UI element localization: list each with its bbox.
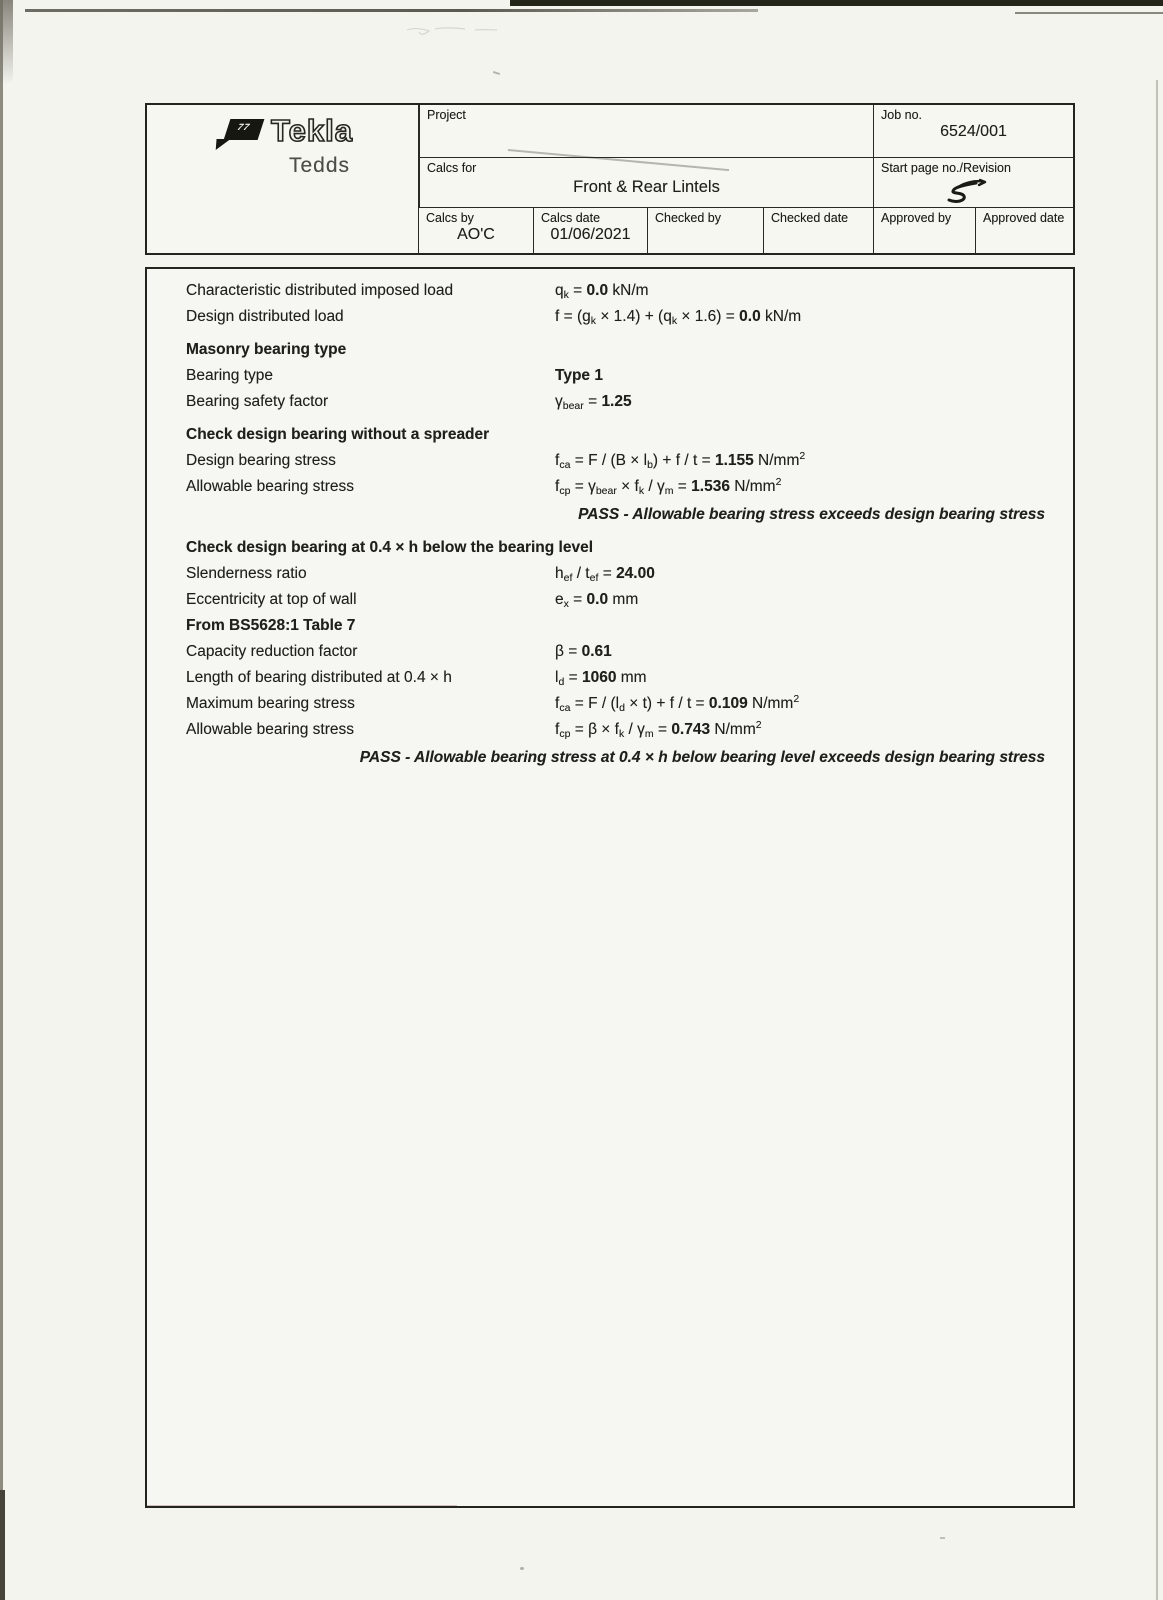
- calcs-date-cell: [533, 207, 647, 253]
- calc-row-label: Eccentricity at top of wall: [186, 591, 357, 608]
- checked-date-label: Checked date: [771, 211, 849, 225]
- calc-row-formula: $f_{ca} = F / (l_d \times t) + f / t = 0.109$ $N/mm^2$: [555, 693, 800, 714]
- calc-row: [147, 665, 1073, 691]
- calc-row-label: Capacity reduction factor: [186, 643, 358, 660]
- section-heading: From BS5628:1 Table 7: [186, 617, 356, 634]
- pass-statement: PASS - Allowable bearing stress at 0.4 × h below bearing level exceeds design bearing stress: [359, 749, 1045, 766]
- calcs-for-label: Calcs for: [427, 161, 477, 175]
- checked-by-label: Checked by: [655, 211, 722, 225]
- checked-by-cell: [647, 207, 763, 253]
- tekla-tedds-logo: [227, 113, 407, 178]
- project-cell: [419, 105, 873, 157]
- logo-cell: [147, 105, 419, 253]
- start-page-revision-cell: [873, 157, 1073, 207]
- calc-row-label: Characteristic distributed imposed load: [186, 282, 454, 299]
- approved-date-cell: [975, 207, 1073, 253]
- job-no-cell: [873, 105, 1073, 157]
- scan-artifact-right-edge: [1156, 80, 1158, 1600]
- scan-artifact-top-line: [25, 9, 758, 12]
- scan-artifact-left-smudge: [0, 0, 13, 85]
- calcs-by-cell: [419, 207, 533, 253]
- scan-speck: [940, 1537, 945, 1539]
- calcs-by-value: AO'C: [457, 226, 495, 243]
- calc-row: [147, 363, 1073, 389]
- calc-row: [147, 561, 1073, 587]
- checked-date-cell: [763, 207, 873, 253]
- calc-row-label: Slenderness ratio: [186, 565, 307, 582]
- calc-row: [147, 587, 1073, 613]
- calc-row-formula: $q_k = 0.0$ kN/m: [555, 282, 649, 301]
- start-page-revision-label: Start page no./Revision: [881, 161, 1011, 175]
- calc-row-formula: $l_d = 1060$ mm: [555, 669, 647, 688]
- calc-rows: [147, 269, 1073, 771]
- calcs-for-cell: [419, 157, 873, 207]
- pass-statement: PASS - Allowable bearing stress exceeds design bearing stress: [578, 506, 1045, 523]
- calc-row-label: Bearing type: [186, 367, 274, 384]
- pencil-smudge: [405, 22, 505, 40]
- calc-row-formula: $f_{cp} = \gamma_{bear} \times f_k / \gamma_m = 1.536$ $N/mm^2$: [555, 476, 782, 497]
- calc-row-formula: $h_{ef} / t_{ef} = 24.00$: [555, 565, 655, 584]
- calcs-for-value: Front & Rear Lintels: [573, 178, 720, 196]
- calc-row: [147, 448, 1073, 474]
- scan-artifact-left-bottom: [0, 1490, 5, 1600]
- scan-speck: [520, 1567, 524, 1570]
- calc-row-formula: $\gamma_{bear} = 1.25$: [555, 393, 632, 412]
- calc-row-label: Bearing safety factor: [186, 393, 329, 410]
- job-no-value: 6524/001: [940, 123, 1007, 140]
- calc-row-label: Design bearing stress: [186, 452, 336, 469]
- calc-row-formula: $f = (g_k \times 1.4) + (q_k \times 1.6) = 0.0$ kN/m: [555, 308, 802, 327]
- calcs-date-label: Calcs date: [541, 211, 601, 225]
- calc-row: [147, 389, 1073, 415]
- calcs-date-value: 01/06/2021: [550, 226, 631, 243]
- calc-row-label: Maximum bearing stress: [186, 695, 355, 712]
- calc-row-formula: $e_x = 0.0$ mm: [555, 591, 639, 610]
- scan-artifact-top-bar: [510, 0, 1163, 6]
- section-heading: Check design bearing at 0.4 × h below the bearing level: [186, 539, 593, 556]
- calc-row-label: Design distributed load: [186, 308, 344, 325]
- calcs-by-label: Calcs by: [426, 211, 474, 225]
- logo-brand-text: Tekla: [271, 113, 353, 148]
- title-block: [145, 103, 1075, 255]
- calc-row-formula: β = 0.61: [555, 643, 612, 660]
- approved-date-label: Approved date: [983, 211, 1065, 225]
- calc-row: [147, 717, 1073, 743]
- calc-row-label: Length of bearing distributed at 0.4 × h: [186, 669, 452, 686]
- project-label: Project: [427, 108, 466, 122]
- calc-row-formula: $f_{ca} = F / (B \times l_b) + f / t = 1.155$ $N/mm^2$: [555, 450, 806, 471]
- calc-row: [147, 278, 1073, 304]
- calc-row-formula: Type 1: [555, 367, 603, 384]
- calc-row-label: Allowable bearing stress: [186, 478, 355, 495]
- calc-row: [147, 691, 1073, 717]
- scan-speck: [493, 71, 500, 75]
- calc-row-label: Allowable bearing stress: [186, 721, 355, 738]
- calc-row: [147, 474, 1073, 500]
- approved-by-label: Approved by: [881, 211, 952, 225]
- start-page-revision-handwritten-value: [942, 176, 988, 209]
- calculation-body: [145, 267, 1075, 1508]
- scan-artifact-left-edge: [0, 0, 3, 1600]
- logo-product-text: Tedds: [289, 154, 351, 177]
- calc-row-formula: $f_{cp} = \beta \times f_k / \gamma_m = 0.743$ $N/mm^2$: [555, 719, 762, 740]
- tekla-arrow-icon: 77: [224, 119, 265, 140]
- calc-row: [147, 639, 1073, 665]
- section-heading: Masonry bearing type: [186, 341, 347, 358]
- job-no-label: Job no.: [881, 108, 923, 122]
- approved-by-cell: [873, 207, 975, 253]
- calc-row: [147, 304, 1073, 330]
- section-heading: Check design bearing without a spreader: [186, 426, 490, 443]
- scan-artifact-top-line-right: [1015, 12, 1163, 14]
